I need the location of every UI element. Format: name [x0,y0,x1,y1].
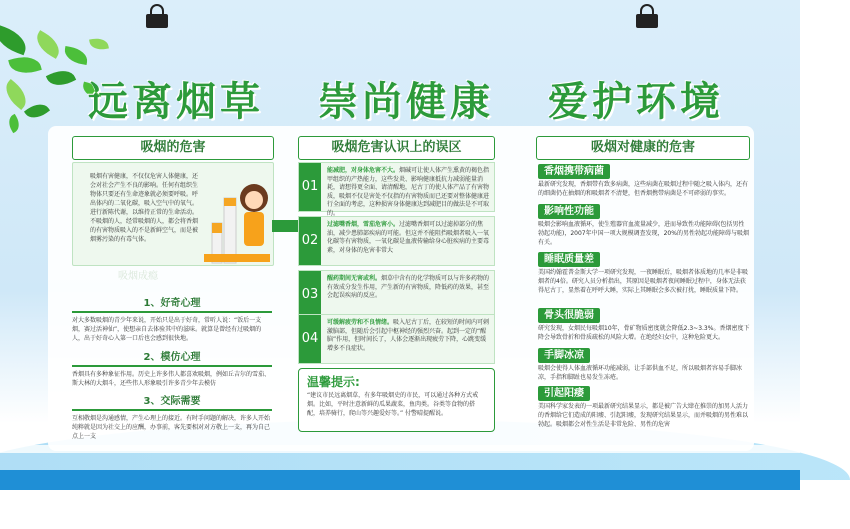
item-text [327,275,490,317]
title-part-2: 崇尚健康 [318,78,494,125]
item-lead: 醒药期间无害或利。 [327,275,382,282]
left-item-2-text: 香烟具有多种象征作用。历史上许多伟人都喜欢吸烟，例如丘吉尔的雪茄、斯大林的大烟斗，还些伟人形象吸引许多青少年去模仿 [72,371,271,387]
middle-heading [298,136,495,160]
item-text [327,319,490,361]
girl-cigarette-illustration [202,168,272,263]
middle-item [298,270,495,320]
binder-clip-icon [636,4,658,28]
item-body: 过滤嘴香烟可以过滤掉部分的焦油，减少患肺部疾病的可能。但这并不能阻挡吸烟者吸入一氧化碳等有害物质，一氧化碳是血液传输给身心脏疾病的主要毒素，对身体的危害非常大 [327,221,490,254]
tip-text: “建议市民远离烟草，有多年吸烟史的市民，可以通过各种方式戒烟。比如，平时注意新鲜的瓜果蔬菜，鱼肉类。谷类等食物的搭配，培养骑行，爬山等兴趣爱好等。” 付警晴提醒说。 [307,392,479,417]
item-body: 烟草中含有的化学物质可以与许多药物的有效成分发生作用，产生新的有害物质，降低药的效果，甚至会起误疾病的反应。 [327,275,490,299]
right-tag-4: 骨头很脆弱 [538,308,600,323]
item-body: 烟碱可让使人体产生熏黄的褐色指甲组织的产热能力，这些发炎、影响健康抵抗力减弱能量消耗，请想得更全面、请清醒地，尼古丁的使人体产品了有害物质，吸烟不仅是害处不仅指的有害物质而已还要对整体健康进行全面的考虑，这种损害身体健康达到减肥目的做法是不可取的。 [327,167,490,217]
middle-item [298,216,495,266]
right-text-3: 美国约翰霍普金斯大学一项研究发现，一夜睡眠后，吸烟者体质地的几率是非吸烟者的4倍。研究人员分析指出，其原因是吸烟者夜间睡眠过程中，身体无法获得尼古丁，显然着在呼呼大睡，实际上其睡眠会多次被打扰，睡眠质量下降。 [538,269,749,294]
right-text-6: 美国科学家发表的一项最新研究结果显示，都是被广告大肆在推崇的加男人活力的香烟给它们造成的阳痿、引起阳痿，发现研究结果显示，而并吸烟的男性难以勃起。吸烟都会对性生活是非常危险、男性的危害 [538,403,749,428]
binder-clip-icon [146,4,168,28]
left-item-1-title: 1、好奇心理 [72,296,272,313]
left-intro-text: 吸烟有害健康，不仅仅危害人体健康，还会对社会产生不良的影响。任何有组织生物体只要还有生命迹象就必须要呼吸。呼出体内的二氧化碳，吸入空气中的氧气。进行新陈代谢，以维持正常的生命活动。不吸烟的人，经常吸烟的人，都会将香烟的有害物质吸入的不是新鲜空气，而是被烟雾污染的有毒气体。 [90,173,199,243]
right-tag-3: 睡眠质量差 [538,252,600,267]
title-part-1: 远离烟草 [88,78,264,125]
item-lead: 过滤嘴香烟，雪茄危害小。 [327,221,400,228]
right-text-4: 研究发现，女烟民每吸烟10年，骨矿物质密度就会降低2.3~3.3%。香烟密度下降会导致骨折和骨质疏松的风险大增。在绝经妇女中，这种危险更大。 [538,325,750,341]
middle-heading-text: 吸烟危害认识上的误区 [331,140,462,155]
right-tag-1: 香烟携带病菌 [538,164,610,179]
item-lead: 可缓解疲劳和不良情绪。 [327,319,394,326]
item-text [327,221,490,263]
item-number: 03 [299,271,321,319]
right-tag-5: 手脚冰凉 [538,348,590,363]
poster-title [88,70,740,126]
tip-box [298,368,495,432]
item-number: 04 [299,315,321,363]
bottom-white-band [0,490,800,529]
right-heading-text: 吸烟对健康的危害 [590,140,695,155]
left-heading-text: 吸烟的危害 [140,140,206,155]
item-body: 吸入尼古丁后，在较短的时间内可刺激脑部，但随后会引起中枢神经的强烈兴奋。起到一定的“醒脑”作用，但时间长了，人体会逐渐出现疲劳下降，心跳变缓增多不良症状。 [327,319,490,352]
item-lead: 能减肥，对身体危害不大。 [327,167,400,174]
right-tag-6: 引起阳痿 [538,386,590,401]
right-tag-2: 影响性功能 [538,204,600,219]
connector-arrow [272,220,298,232]
left-item-3-title: 3、交际需要 [72,394,272,411]
right-text-1: 最新研究发现，香烟带有致多病菌，这些病菌在吸烟过程中随之吸入体内，还有的细菌仍在抽烟的和吸烟者不清楚，但香烟携带病菌是不可碎弱的事实。 [538,181,749,197]
tip-label: 温馨提示: [307,375,360,389]
left-heading [72,136,274,160]
left-item-2-title: 2、模仿心理 [72,350,272,367]
right-heading [536,136,750,160]
item-number: 01 [299,163,321,211]
background-band [0,470,800,490]
right-text-2: 吸烟会影响血液循环，使生殖器官血流量减少，进而导致性功能障碍(包括男性勃起功能)，2007年中国一项大规模调查发现，20%的男性勃起功能障碍与吸烟有关。 [538,221,749,246]
middle-item [298,162,495,217]
middle-item [298,314,495,364]
item-text [327,167,490,217]
right-text-5: 吸烟会使得人体血液循环功能减弱，让手部供血不足，所以吸烟者容易手脚冰凉，手指和脚趾也易发生冻疮。 [538,365,743,381]
title-part-3: 爱护环境 [548,78,724,125]
left-item-1-text: 对大多数吸烟的青少年来说，开始只是出于好奇，常听人说：“饭后一支烟，赛过活神仙”，使想亲自去体验其中的滋味。就算是曾经有过吸烟的人，出于好奇心入第一口后也会感到很快地。 [72,317,262,342]
item-number: 02 [299,217,321,265]
left-watermark: 吸烟成瘾 [118,271,158,282]
left-item-3-text: 互相敬烟是沟通感情，产生心理上的接近。有时手问题的解决，许多人开始纯粹就是因为社交上的应酬，办事前，客先要相对对方敬上一支，再为自己点上一支 [72,415,271,440]
